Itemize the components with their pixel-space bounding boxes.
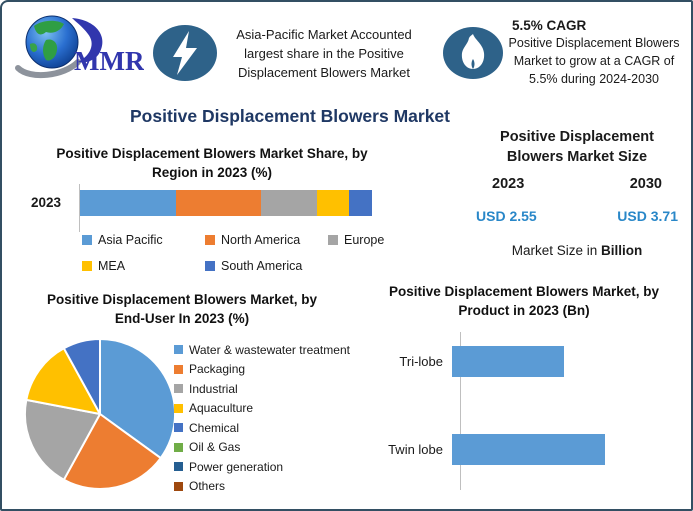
legend-swatch (174, 345, 183, 354)
legend-item-power-generation (174, 457, 364, 477)
legend-label: Water & wastewater treatment (189, 342, 350, 357)
legend-item-south-america (205, 259, 328, 273)
product-label-0: Tri-lobe (399, 354, 443, 369)
legend-swatch (174, 423, 183, 432)
legend-label: South America (221, 259, 303, 273)
logo-text: MMR (74, 46, 144, 76)
legend-item-water-wastewater-treatment (174, 340, 364, 360)
legend-item-packaging (174, 360, 364, 380)
legend-label: Power generation (189, 459, 284, 474)
highlight-fact-2 (500, 18, 688, 88)
product-row-1 (380, 434, 605, 465)
enduser-chart-title: Positive Displacement Blowers Market, by End-User In 2023 (%) (46, 292, 318, 326)
value-end: USD 3.71 (617, 208, 678, 224)
year-start: 2023 (492, 176, 525, 192)
legend-item-aquaculture (174, 399, 364, 419)
cagr-text: Positive Displacement Blowers Market to grow at a CAGR of 5.5% during 2024-2030 (508, 36, 680, 86)
region-segment-south-america (349, 190, 372, 216)
legend-label: Europe (344, 233, 385, 247)
legend-label: Asia Pacific (98, 233, 163, 247)
region-chart-title: Positive Displacement Blowers Market Share, by Region in 2023 (%) (56, 146, 368, 180)
legend-label: Oil & Gas (189, 440, 241, 455)
product-bar-0 (452, 346, 564, 377)
product-chart (380, 332, 686, 492)
legend-label: Chemical (189, 420, 240, 435)
legend-label: Others (189, 479, 226, 494)
region-axis-label: 2023 (31, 195, 62, 210)
market-size-title-line1: Positive Displacement (500, 129, 654, 145)
flame-icon (442, 25, 504, 81)
market-size-note: Market Size in Billion (511, 243, 643, 258)
globe-logo-graphic (12, 10, 144, 82)
region-stacked-bar (80, 190, 372, 216)
legend-swatch (174, 462, 183, 471)
legend-swatch (82, 235, 92, 245)
product-bar-1 (452, 434, 605, 465)
region-segment-mea (317, 190, 349, 216)
legend-item-others (174, 477, 364, 497)
cagr-title: 5.5% CAGR (512, 18, 587, 33)
year-end: 2030 (629, 176, 662, 192)
legend-label: Aquaculture (189, 401, 254, 416)
legend-item-europe (328, 233, 428, 247)
legend-swatch (174, 482, 183, 491)
pie-legend (174, 340, 364, 496)
legend-swatch (174, 384, 183, 393)
legend-swatch (174, 365, 183, 374)
legend-swatch (328, 235, 338, 245)
legend-label: North America (221, 233, 301, 247)
legend-item-asia-pacific (82, 233, 205, 247)
legend-item-industrial (174, 379, 364, 399)
legend-label: Packaging (189, 362, 246, 377)
legend-label: Industrial (189, 381, 238, 396)
lightning-icon (152, 23, 218, 83)
market-size-panel (464, 127, 690, 258)
legend-swatch (174, 404, 183, 413)
legend-item-mea (82, 259, 205, 273)
region-segment-north-america (176, 190, 261, 216)
page-title: Positive Displacement Blowers Market (130, 106, 450, 126)
product-label-1: Twin lobe (388, 442, 443, 457)
legend-label: MEA (98, 259, 126, 273)
value-start: USD 2.55 (476, 208, 537, 224)
market-size-title-line2: Blowers Market Size (506, 149, 648, 165)
legend-swatch (82, 261, 92, 271)
region-segment-europe (261, 190, 316, 216)
legend-swatch (205, 261, 215, 271)
highlight-fact-1: Asia-Pacific Market Accounted largest share in the Positive Displacement Blowers Market (236, 27, 412, 80)
region-segment-asia-pacific (80, 190, 176, 216)
mmr-logo (12, 10, 144, 82)
legend-item-chemical (174, 418, 364, 438)
product-chart-title: Positive Displacement Blowers Market, by Product in 2023 (Bn) (388, 284, 660, 318)
pie-chart (22, 336, 178, 492)
legend-swatch (205, 235, 215, 245)
region-legend (82, 233, 432, 273)
legend-item-north-america (205, 233, 328, 247)
legend-item-oil-gas (174, 438, 364, 458)
legend-swatch (174, 443, 183, 452)
product-row-0 (380, 346, 564, 377)
